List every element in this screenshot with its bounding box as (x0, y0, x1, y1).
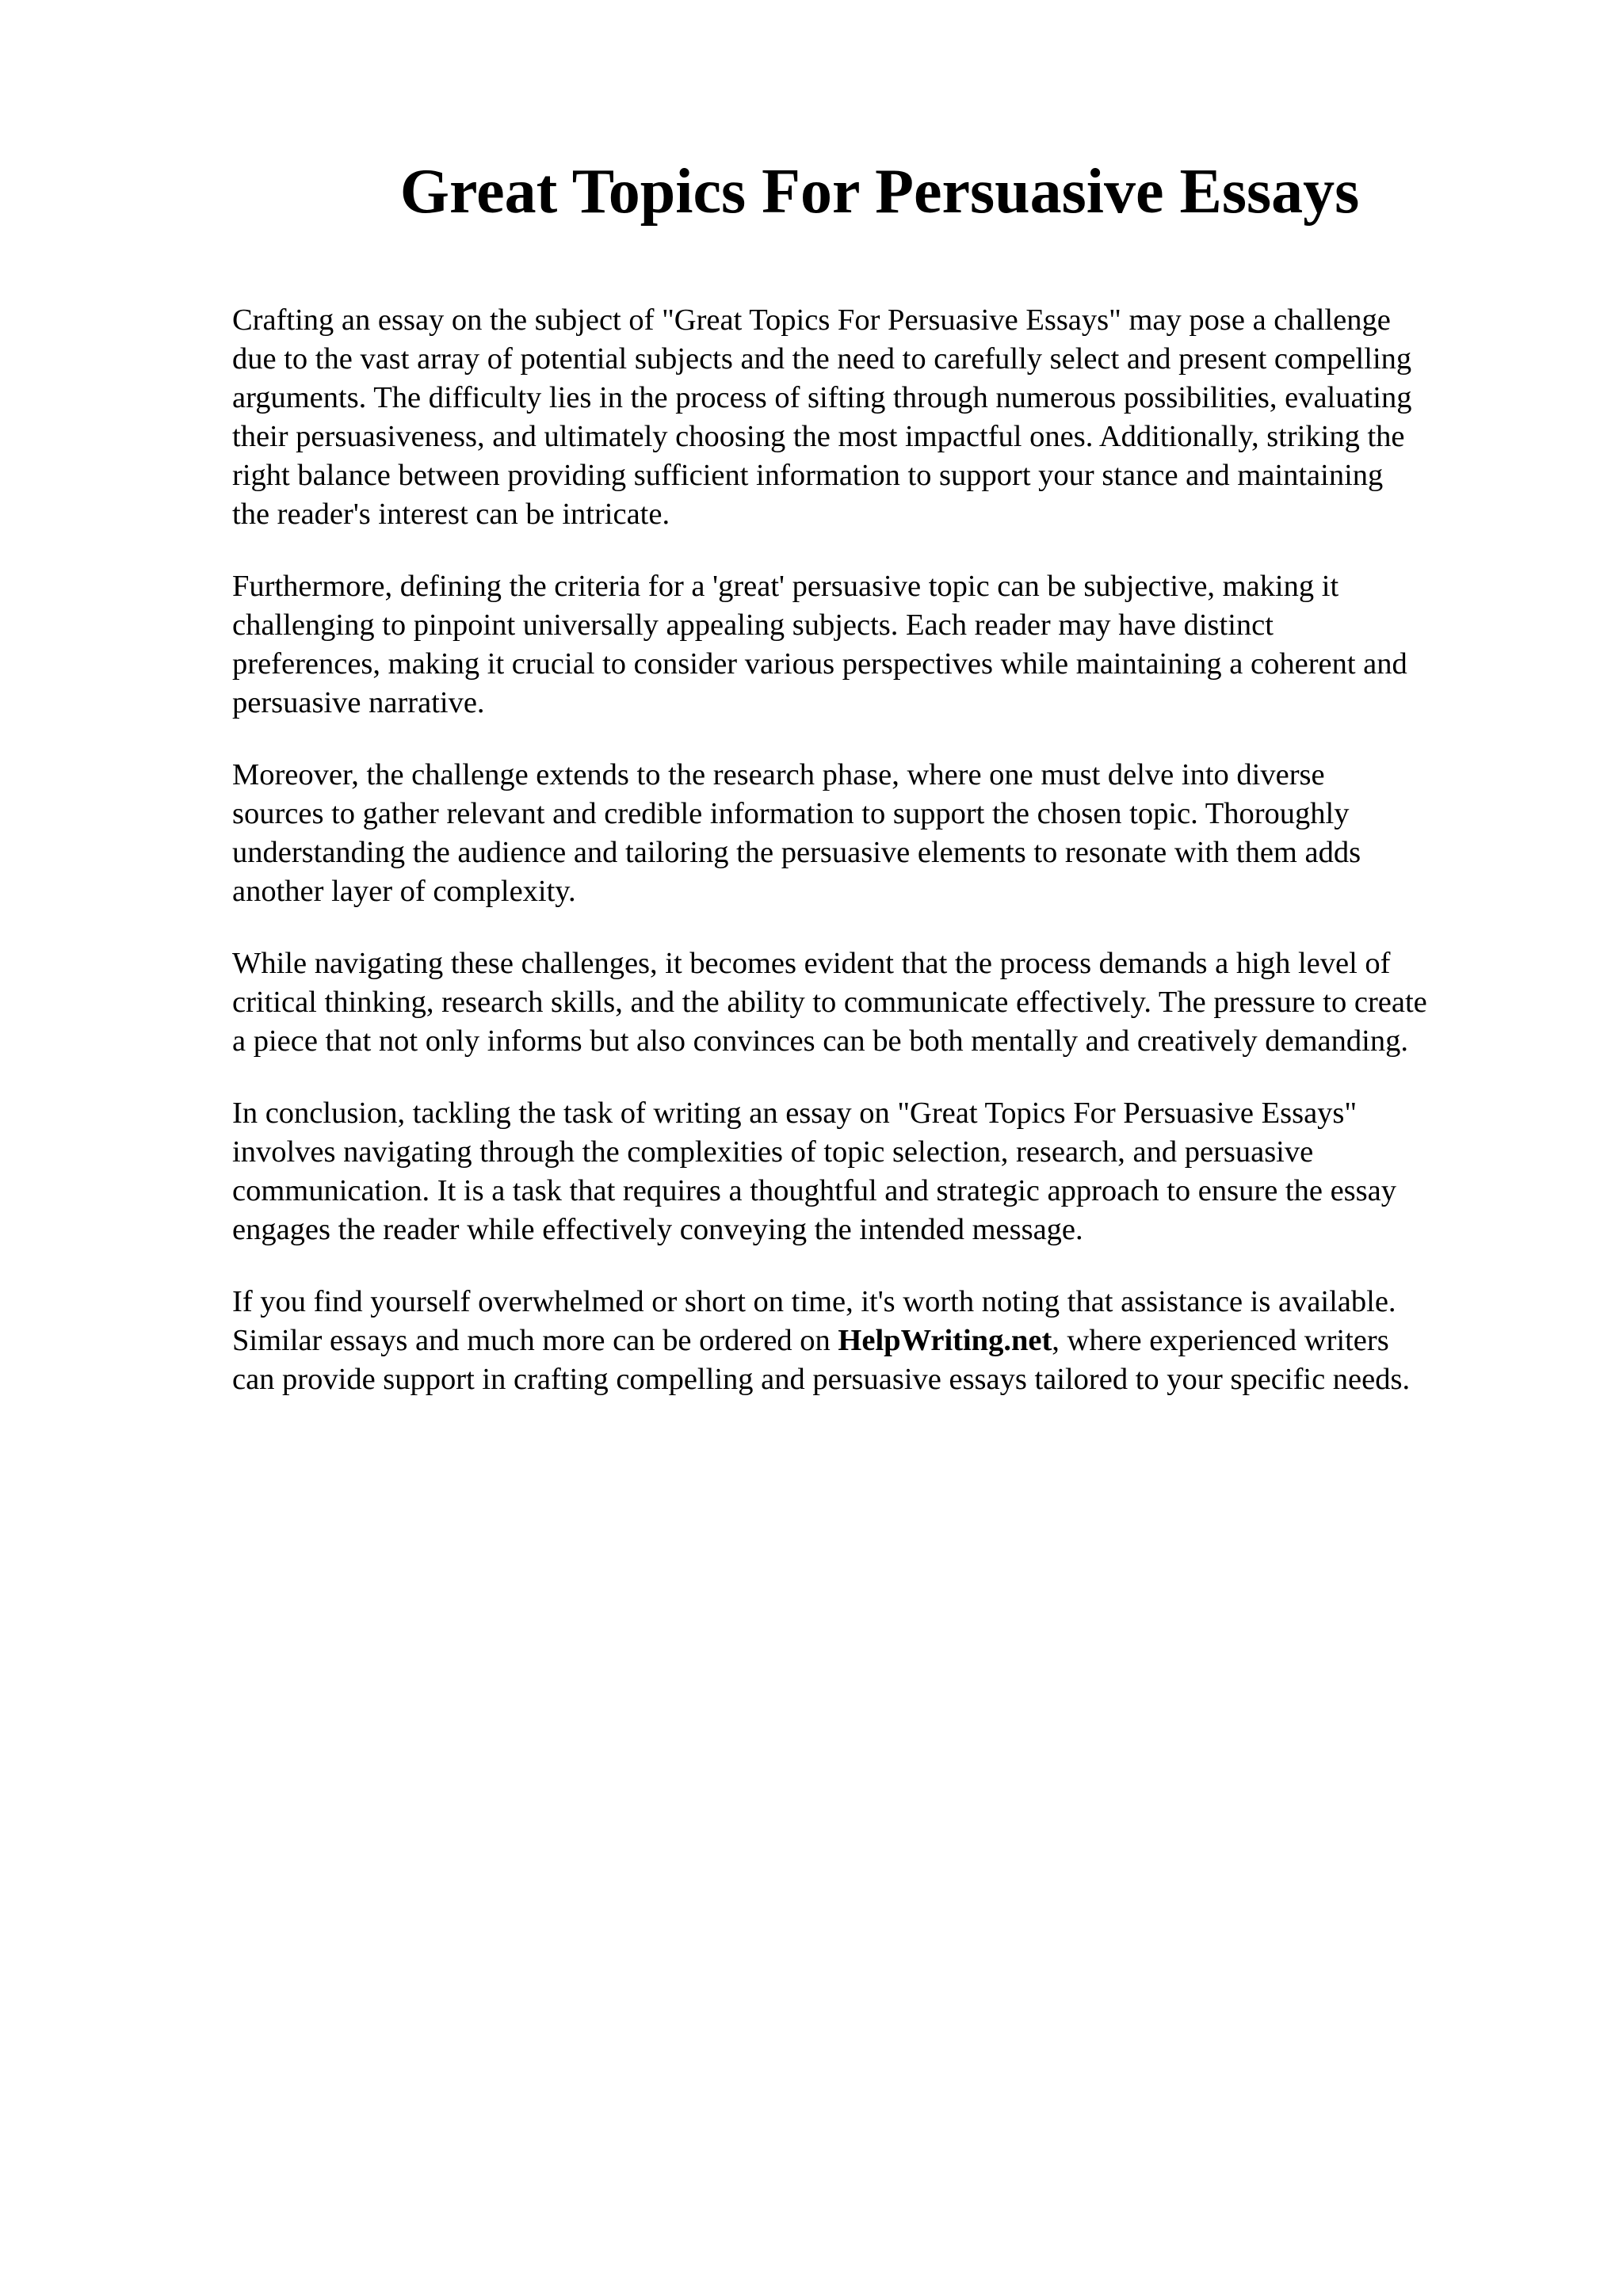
paragraph-line: challenging to pinpoint universally appealing subjects. Each reader may have distinct (232, 608, 1274, 642)
paragraph-line: understanding the audience and tailoring the persuasive elements to resonate with them adds (232, 836, 1361, 869)
paragraph-line: involves navigating through the complexities of topic selection, research, and persuasive (232, 1135, 1314, 1169)
paragraph-line: due to the vast array of potential subjects and the need to carefully select and present compelling (232, 342, 1412, 376)
line-text-after-brand: , where experienced writers (1052, 1324, 1389, 1357)
paragraph-line: While navigating these challenges, it becomes evident that the process demands a high level of (232, 947, 1391, 980)
paragraph-line: Furthermore, defining the criteria for a 'great' persuasive topic can be subjective, making it (232, 570, 1339, 603)
paragraph-line: engages the reader while effectively conveying the intended message. (232, 1213, 1083, 1246)
paragraph-line: sources to gather relevant and credible information to support the chosen topic. Thoroughly (232, 797, 1350, 830)
paragraph-line: a piece that not only informs but also convinces can be both mentally and creatively demanding. (232, 1024, 1408, 1058)
paragraph-line: persuasive narrative. (232, 686, 485, 719)
paragraph-2 (232, 567, 1540, 723)
paragraph-line: another layer of complexity. (232, 875, 576, 908)
helpwriting-brand-text: HelpWriting.net (838, 1324, 1052, 1357)
line-text-before-brand: Similar essays and much more can be ordered on (232, 1324, 838, 1357)
paragraph-line: Moreover, the challenge extends to the research phase, where one must delve into diverse (232, 758, 1325, 791)
paragraph-line: can provide support in crafting compelling and persuasive essays tailored to your specific needs. (232, 1363, 1411, 1396)
paragraph-line: right balance between providing sufficient information to support your stance and maintaining (232, 459, 1384, 492)
paragraph-1 (232, 301, 1540, 534)
paragraph-6 (232, 1283, 1540, 1399)
paragraph-line: their persuasiveness, and ultimately choosing the most impactful ones. Additionally, striking the (232, 420, 1405, 453)
paragraph-line-with-brand (232, 1322, 1540, 1360)
paragraph-line: If you find yourself overwhelmed or short on time, it's worth noting that assistance is available. (232, 1285, 1396, 1318)
document-body (232, 301, 1540, 1432)
paragraph-line: the reader's interest can be intricate. (232, 498, 670, 531)
paragraph-line: In conclusion, tackling the task of writing an essay on "Great Topics For Persuasive Essays" (232, 1097, 1358, 1130)
paragraph-line: Crafting an essay on the subject of "Great Topics For Persuasive Essays" may pose a challenge (232, 303, 1391, 337)
paragraph-line: communication. It is a task that requires a thoughtful and strategic approach to ensure the essay (232, 1174, 1396, 1207)
paragraph-5 (232, 1094, 1540, 1249)
paragraph-line: preferences, making it crucial to consider various perspectives while maintaining a coherent and (232, 647, 1407, 681)
document-title: Great Topics For Persuasive Essays (399, 157, 1360, 227)
paragraph-line: arguments. The difficulty lies in the process of sifting through numerous possibilities, evaluating (232, 381, 1412, 414)
paragraph-4 (232, 944, 1540, 1061)
paragraph-3 (232, 756, 1540, 911)
paragraph-line: critical thinking, research skills, and the ability to communicate effectively. The pressure to create (232, 986, 1427, 1019)
